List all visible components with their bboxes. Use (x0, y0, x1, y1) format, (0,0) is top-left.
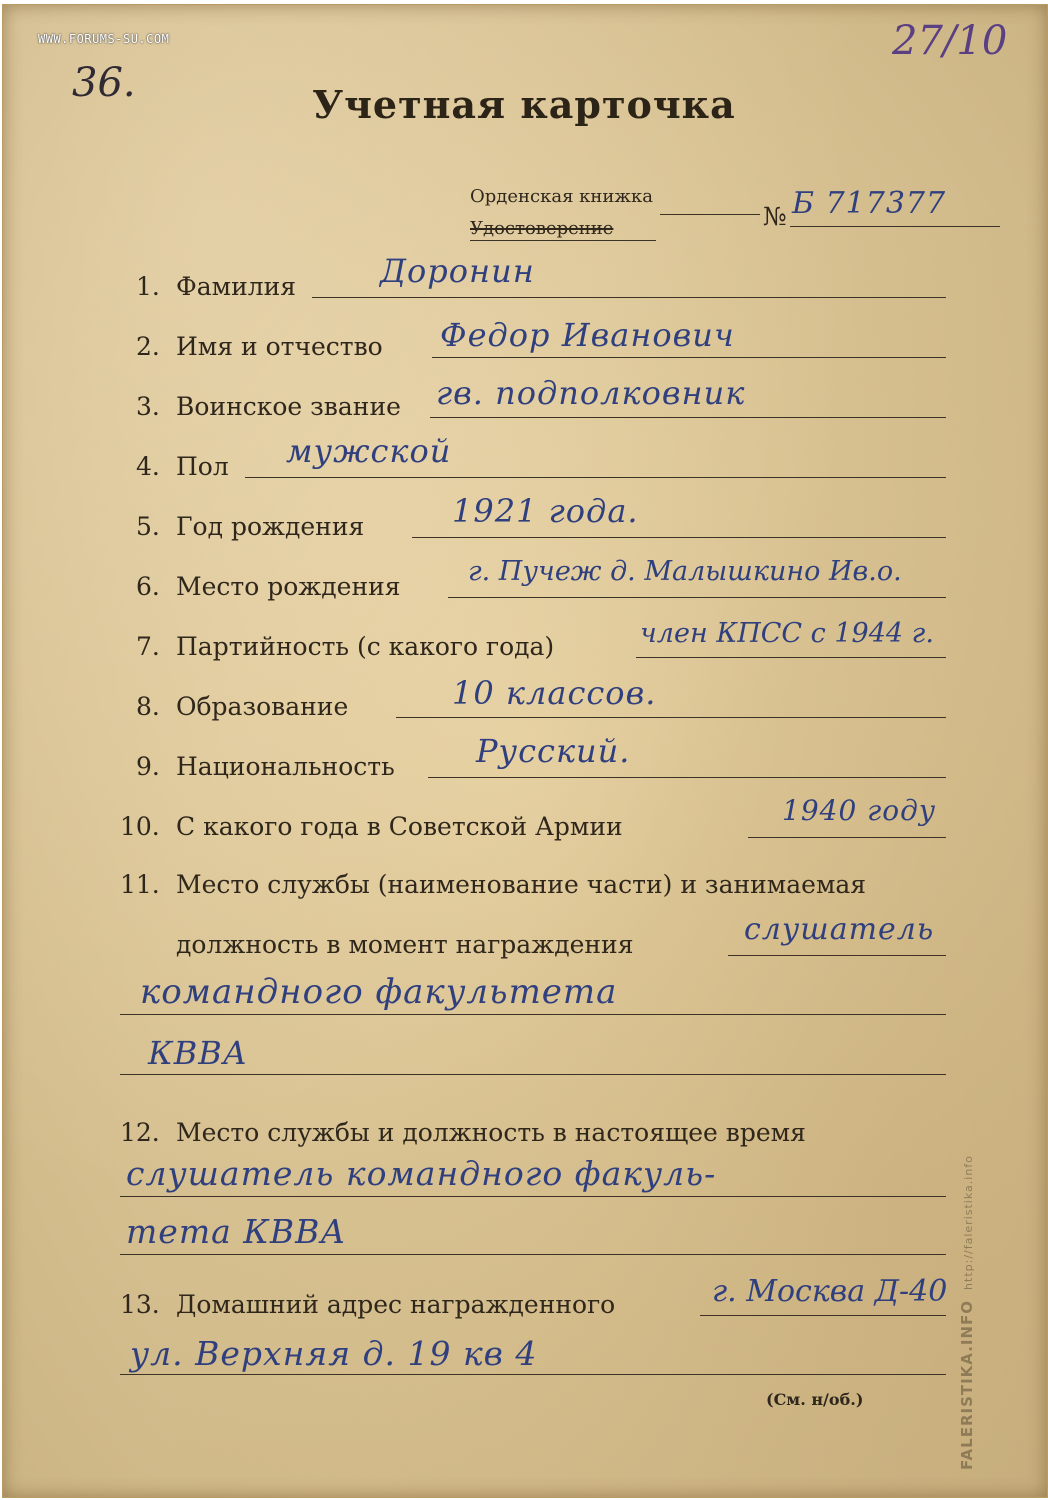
book-label-blank (660, 214, 760, 215)
field-army-since-line (748, 837, 946, 838)
field-name-value: Федор Иванович (440, 316, 735, 354)
field-army-since-value: 1940 году (782, 794, 937, 827)
field-address-line-2 (120, 1374, 946, 1375)
field-surname-line (312, 297, 946, 298)
field-army-since-label: С какого года в Советской Армии (176, 812, 623, 841)
field-address-line-1 (700, 1315, 946, 1316)
book-number-value: Б 717377 (792, 186, 947, 221)
field-5-number: 5. (136, 512, 160, 541)
field-address-value-2: ул. Верхняя д. 19 кв 4 (130, 1334, 538, 1373)
field-12-number: 12. (120, 1118, 160, 1147)
field-1-number: 1. (136, 272, 160, 301)
field-13-number: 13. (120, 1290, 160, 1319)
field-name-line (432, 357, 946, 358)
forum-watermark: WWW.FORUMS-SU.COM (38, 32, 170, 46)
field-party-value: член КПСС с 1944 г. (640, 618, 934, 649)
book-label-underline (470, 240, 656, 241)
field-rank-label: Воинское звание (176, 392, 401, 421)
book-number-line (790, 226, 1000, 227)
field-service-line-2 (120, 1014, 946, 1015)
field-service-value-3: КВВА (148, 1034, 249, 1072)
field-surname-label: Фамилия (176, 272, 297, 301)
field-party-line (636, 657, 946, 658)
field-birth-year-label: Год рождения (176, 512, 365, 541)
see-reverse-note: (См. н/об.) (766, 1390, 864, 1409)
field-service-value-1: слушатель (744, 912, 935, 947)
field-3-number: 3. (136, 392, 160, 421)
field-current-post-label: Место службы и должность в настоящее время (176, 1118, 806, 1147)
field-7-number: 7. (136, 632, 160, 661)
handwritten-note-top-left: 36. (72, 60, 136, 106)
field-rank-line (430, 417, 946, 418)
field-name-label: Имя и отчество (176, 332, 383, 361)
field-10-number: 10. (120, 812, 160, 841)
field-birthplace-line (448, 597, 946, 598)
field-sex-value: мужской (286, 432, 452, 470)
field-birth-year-value: 1921 года. (452, 492, 639, 530)
field-current-post-line-2 (120, 1254, 946, 1255)
side-watermark-title: FALERISTIKA.INFO (958, 1299, 976, 1470)
field-service-line-3 (120, 1074, 946, 1075)
field-nationality-value: Русский. (476, 732, 631, 770)
field-11-number: 11. (120, 870, 160, 899)
field-address-value-1: г. Москва Д-40 (712, 1274, 948, 1309)
field-service-value-2: командного факультета (140, 972, 618, 1012)
field-education-value: 10 классов. (452, 674, 657, 712)
field-nationality-line (428, 777, 946, 778)
field-service-label-line2: должность в момент награждения (176, 930, 634, 959)
field-nationality-label: Национальность (176, 752, 395, 781)
field-service-label-line1: Место службы (наименование части) и занимаемая (176, 870, 867, 899)
field-birthplace-value: г. Пучеж д. Малышкино Ив.о. (468, 556, 902, 587)
handwritten-note-top-right: 27/10 (892, 18, 1008, 64)
field-8-number: 8. (136, 692, 160, 721)
field-sex-label: Пол (176, 452, 229, 481)
field-2-number: 2. (136, 332, 160, 361)
number-sign: № (763, 202, 787, 231)
field-party-label: Партийность (с какого года) (176, 632, 555, 661)
field-current-post-value-1: слушатель командного факуль- (126, 1154, 717, 1193)
card-title: Учетная карточка (312, 82, 736, 127)
field-education-label: Образование (176, 692, 349, 721)
field-9-number: 9. (136, 752, 160, 781)
field-current-post-line-1 (120, 1196, 946, 1197)
field-current-post-value-2: тета КВВА (126, 1212, 347, 1251)
field-service-line-1 (728, 955, 946, 956)
field-6-number: 6. (136, 572, 160, 601)
field-4-number: 4. (136, 452, 160, 481)
field-birth-year-line (412, 537, 946, 538)
field-surname-value: Доронин (380, 252, 535, 290)
order-book-label: Орденская книжка (470, 186, 653, 207)
field-education-line (396, 717, 946, 718)
certificate-label: Удостоверение (470, 218, 614, 239)
side-watermark-url: http://faleristika.info (962, 1155, 975, 1290)
field-sex-line (245, 477, 946, 478)
side-watermark (958, 1155, 976, 1470)
field-birthplace-label: Место рождения (176, 572, 401, 601)
field-address-label: Домашний адрес награжденного (176, 1290, 616, 1319)
field-rank-value: гв. подполковник (436, 374, 746, 412)
